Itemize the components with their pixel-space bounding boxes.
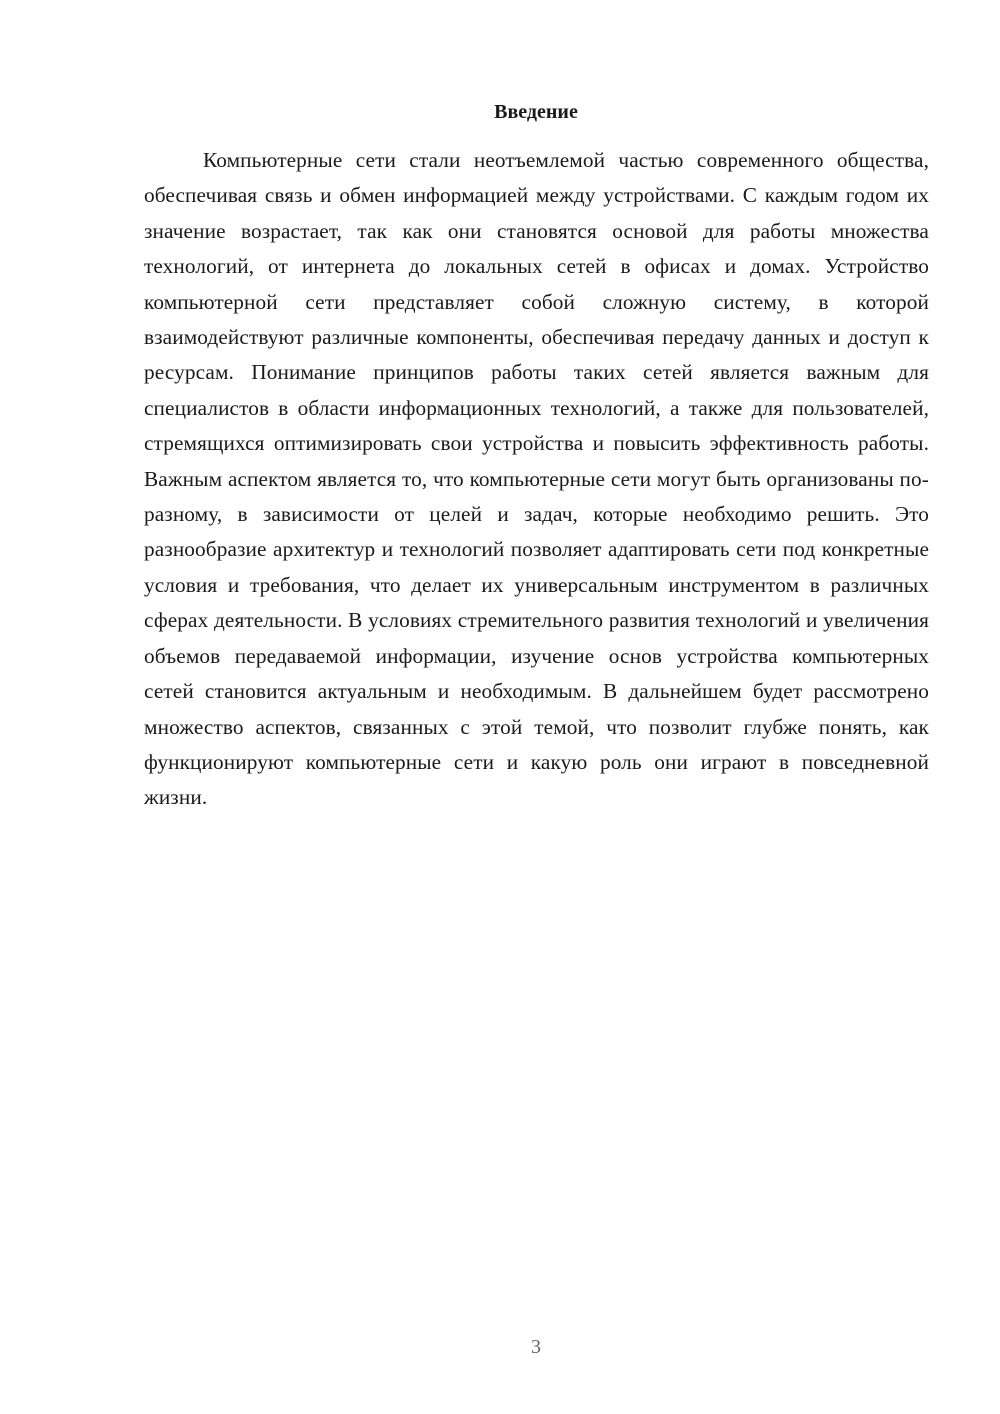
page-number: 3: [531, 1336, 541, 1358]
section-heading: Введение: [494, 101, 578, 123]
body-paragraph: Компьютерные сети стали неотъемлемой частью современного общества, обеспечивая связь и обмен информацией между устройствами. С каждым годом их значение возрастает, так как они становятся основой для работы множества технологий, от интернета до локальных сетей в офисах и домах. Устройство компьютерной сети представляет собой сложную систему, в которой взаимодействуют различные компоненты, обеспечивая передачу данных и доступ к ресурсам. Понимание принципов работы таких сетей является важным для специалистов в области информационных технологий, а также для пользователей, стремящихся оптимизировать свои устройства и повысить эффективность работы. Важным аспектом является то, что компьютерные сети могут быть организованы по-разному, в зависимости от целей и задач, которые необходимо решить. Это разнообразие архитектур и технологий позволяет адаптировать сети под конкретные условия и требования, что делает их универсальным инструментом в различных сферах деятельности. В условиях стремительного развития технологий и увеличения объемов передаваемой информации, изучение основ устройства компьютерных сетей становится актуальным и необходимым. В дальнейшем будет рассмотрено множество аспектов, связанных с этой темой, что позволит глубже понять, как функционируют компьютерные сети и какую роль они играют в повседневной жизни.: [144, 148, 929, 810]
